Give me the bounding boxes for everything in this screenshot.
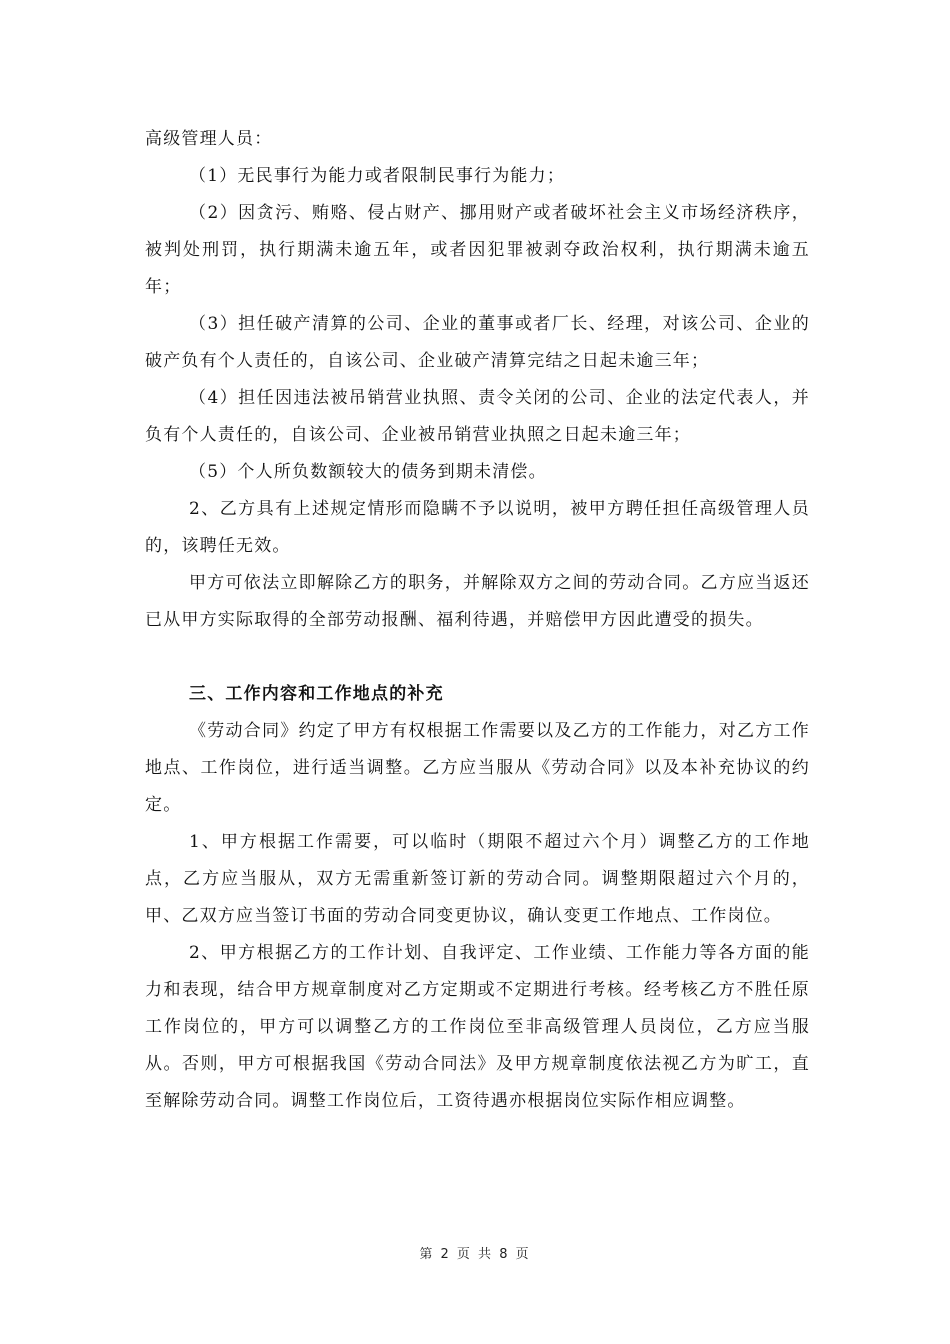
clause-consequence: 甲方可依法立即解除乙方的职务，并解除双方之间的劳动合同。乙方应当返还已从甲方实际取得的全部劳动报酬、福利待遇，并赔偿甲方因此遭受的损失。 [145,573,810,630]
page-number: 第 2 页 共 8 页 [419,1247,531,1262]
section-clause-2: 2、甲方根据乙方的工作计划、自我评定、工作业绩、工作能力等各方面的能力和表现，结合甲方规章制度对乙方定期或不定期进行考核。经考核乙方不胜任原工作岗位的，甲方可以调整乙方的工作岗位至非高级管理人员岗位，乙方应当服从。否则，甲方可根据我国《劳动合同法》及甲方规章制度依法视乙方为旷工，直至解除劳动合同。调整工作岗位后，工资待遇亦根据岗位实际作相应调整。 [145,943,810,1111]
paragraph-continuation: 高级管理人员： [145,129,273,149]
list-item-3: （3）担任破产清算的公司、企业的董事或者厂长、经理，对该公司、企业的破产负有个人责任的，自该公司、企业破产清算完结之日起未逾三年； [145,314,810,371]
list-item-2: （2）因贪污、贿赂、侵占财产、挪用财产或者破坏社会主义市场经济秩序，被判处刑罚，执行期满未逾五年，或者因犯罪被剥夺政治权利，执行期满未逾五年； [145,203,810,297]
document-body [145,121,810,1120]
section-clause-1: 1、甲方根据工作需要，可以临时（期限不超过六个月）调整乙方的工作地点，乙方应当服从，双方无需重新签订新的劳动合同。调整期限超过六个月的，甲、乙双方应当签订书面的劳动合同变更协议，确认变更工作地点、工作岗位。 [145,832,810,926]
section-heading: 三、工作内容和工作地点的补充 [189,684,444,704]
list-item-1: （1）无民事行为能力或者限制民事行为能力； [189,166,566,186]
list-item-5: （5）个人所负数额较大的债务到期未清偿。 [189,462,547,482]
clause-2: 2、乙方具有上述规定情形而隐瞒不予以说明，被甲方聘任担任高级管理人员的，该聘任无效。 [145,499,810,556]
list-item-4: （4）担任因违法被吊销营业执照、责令关闭的公司、企业的法定代表人，并负有个人责任的，自该公司、企业被吊销营业执照之日起未逾三年； [145,388,810,445]
section-intro: 《劳动合同》约定了甲方有权根据工作需要以及乙方的工作能力，对乙方工作地点、工作岗位，进行适当调整。乙方应当服从《劳动合同》以及本补充协议的约定。 [145,721,810,815]
